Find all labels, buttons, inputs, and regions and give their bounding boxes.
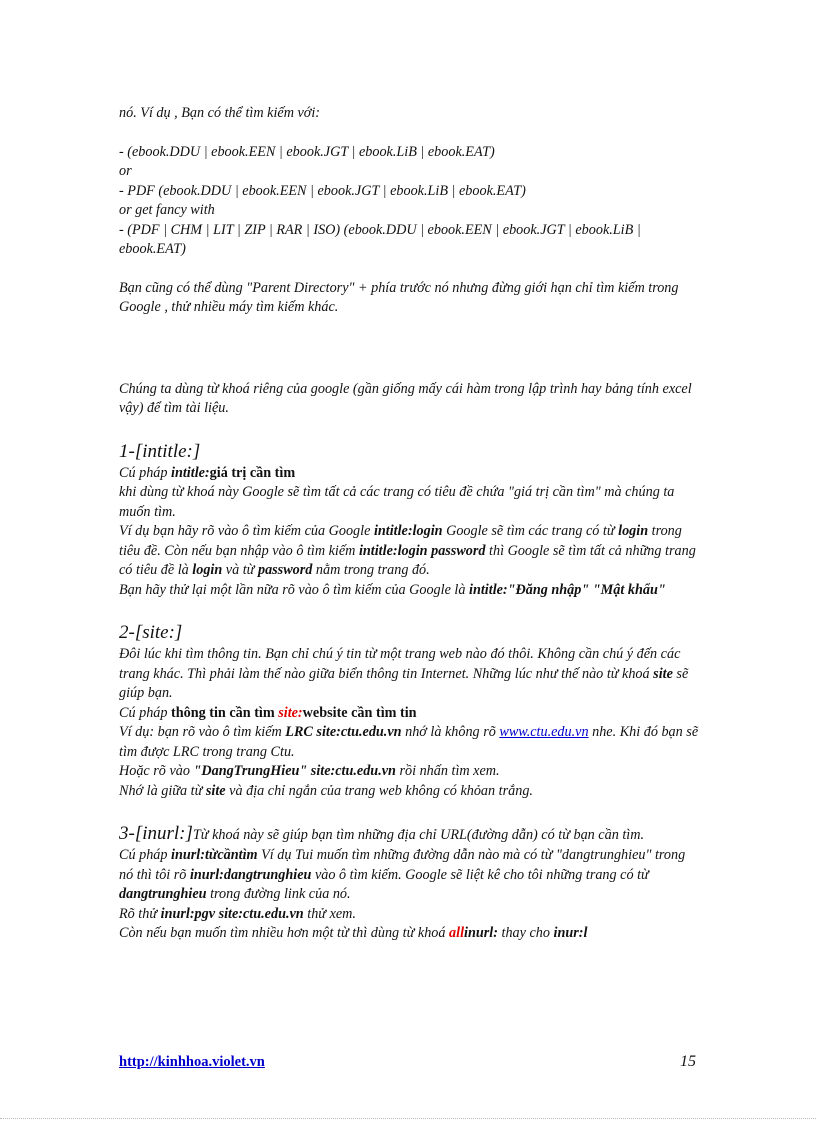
ctu-link[interactable]: www.ctu.edu.vn [499, 724, 589, 740]
inurl-more: Còn nếu bạn muốn tìm nhiều hơn một từ thì dùng từ khoá allinurl: thay cho inur:l [119, 925, 588, 941]
inurl-try: Rõ thử inurl:pgv site:ctu.edu.vn thử xem. [119, 905, 356, 922]
parent-directory-paragraph: Bạn cũng có thể dùng "Parent Directory" + phía trước nó nhưng đừng giới hạn chỉ tìm kiếm trong Google , thử nhiều máy tìm kiếm khác. [119, 279, 679, 315]
document-body [119, 104, 699, 944]
inurl-heading: 3-[inurl:] [119, 823, 193, 844]
inurl-syntax: Cú pháp inurl:từcầntìm Ví dụ Tui muốn tìm những đường dẫn nào mà có từ "dangtrunghieu" trong nó thì tôi rõ inurl:dangtrunghieu vào ô tìm kiếm. Google sẽ liệt kê cho tôi những trang có từ dangtrunghieu trong đường link của nó. [119, 847, 686, 902]
intitle-syntax: Cú pháp intitle:giá trị cần tìm [119, 464, 296, 481]
example-line: - (PDF | CHM | LIT | ZIP | RAR | ISO) (ebook.DDU | ebook.EEN | ebook.JGT | ebook.LiB | ebook.EAT) [119, 221, 641, 257]
intitle-heading: 1-[intitle:] [119, 440, 201, 462]
keywords-paragraph: Chúng ta dùng từ khoá riêng của google (gần giống mấy cái hàm trong lập trình hay bảng tính excel vậy) để tìm tài liệu. [119, 380, 692, 416]
inurl-heading-line: 3-[inurl:]Từ khoá này sẽ giúp bạn tìm những địa chỉ URL(đường dẫn) có từ bạn cần tìm. [119, 823, 645, 844]
site-syntax: Cú pháp thông tin cần tìm site:website cần tìm tin [119, 704, 417, 721]
or-line: or [119, 163, 132, 179]
site-or: Hoặc rõ vào "DangTrungHieu" site:ctu.edu.vn rồi nhấn tìm xem. [119, 763, 500, 779]
intro-line: nó. Ví dụ , Bạn có thể tìm kiếm với: [119, 105, 321, 121]
site-example: Ví dụ: bạn rõ vào ô tìm kiếm LRC site:ctu.edu.vn nhớ là không rõ www.ctu.edu.vn nhe. Khi đó bạn sẽ tìm được LRC trong trang Ctu. [119, 724, 699, 760]
page-number: 15 [680, 1053, 696, 1070]
example-line: - PDF (ebook.DDU | ebook.EEN | ebook.JGT | ebook.LiB | ebook.EAT) [119, 182, 526, 199]
site-description: Đôi lúc khi tìm thông tin. Bạn chỉ chú ý tin từ một trang web nào đó thôi. Không cần chú ý đến các trang khác. Thì phải làm thế nào giữa biển thông tin Internet. Những lúc như thế nào từ khoá site sẽ giúp bạn. [119, 646, 689, 701]
footer-link[interactable]: http://kinhhoa.violet.vn [119, 1054, 265, 1070]
site-note: Nhớ là giữa từ site và địa chỉ ngắn của trang web không có khỏan trắng. [119, 782, 533, 799]
example-line: - (ebook.DDU | ebook.EEN | ebook.JGT | ebook.LiB | ebook.EAT) [119, 143, 495, 160]
site-heading: 2-[site:] [119, 622, 183, 643]
or-fancy-line: or get fancy with [119, 202, 215, 218]
intitle-description: khi dùng từ khoá này Google sẽ tìm tất cả các trang có tiêu đề chứa "giá trị cần tìm" mà chúng ta muốn tìm. [119, 484, 675, 520]
intitle-try: Bạn hãy thử lại một lần nữa rõ vào ô tìm kiếm của Google là intitle:"Đăng nhập" "Mật khẩu" [119, 581, 666, 598]
page-bottom-divider [0, 1118, 816, 1119]
intitle-example: Ví dụ bạn hãy rõ vào ô tìm kiếm của Google intitle:login Google sẽ tìm các trang có từ login trong tiêu đề. Còn nếu bạn nhập vào ô tìm kiếm intitle:login password thì Google sẽ tìm tất cả những trang có tiêu đề là login và từ password nằm trong trang đó. [119, 523, 696, 578]
